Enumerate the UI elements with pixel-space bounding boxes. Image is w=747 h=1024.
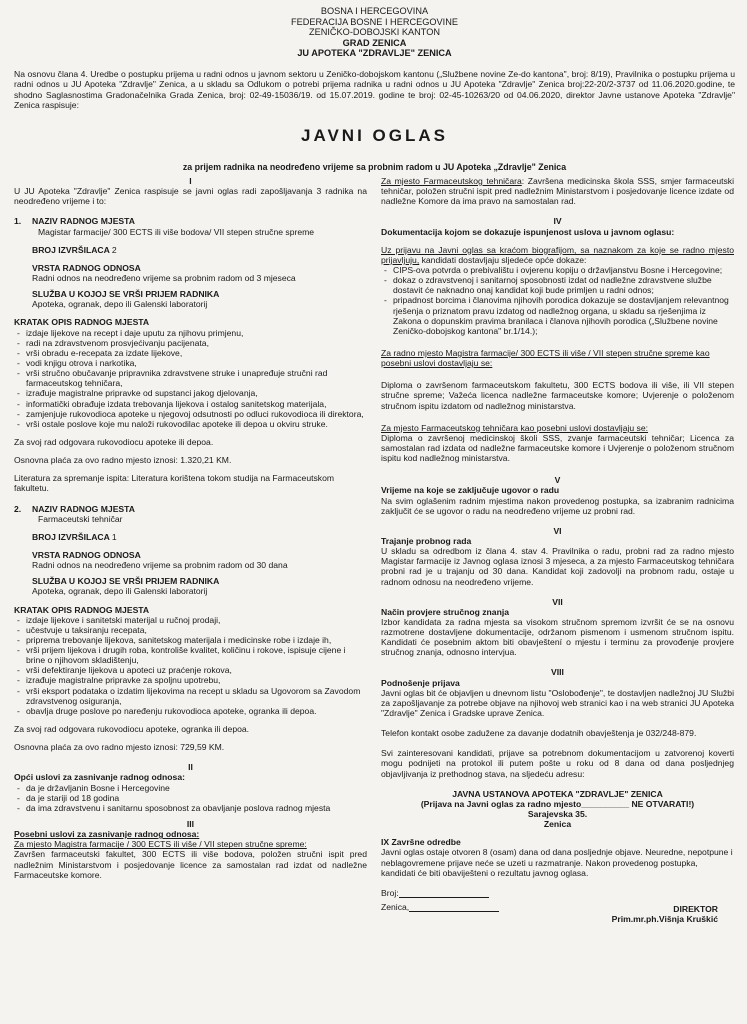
section-text: Na svim oglašenim radnim mjestima nakon provedenog postupka, sa izabranim radnicima zaključit će se ugovor o radu na neodređeno vrijeme uz probni rad.	[381, 495, 734, 516]
section-heading: II	[188, 762, 193, 773]
director-name: Prim.mr.ph.Višnja Kruškić	[611, 914, 718, 925]
job-position-2	[14, 504, 367, 753]
job-type: Radni odnos na neodređeno vrijeme sa probnim radom od 3 mjeseca	[32, 272, 296, 283]
header-federation: FEDERACIJA BOSNE I HERCEGOVINE	[291, 16, 458, 27]
job-type-label: VRSTA RADNOG ODNOSA	[32, 262, 141, 273]
header-canton: ZENIČKO-DOBOJSKI KANTON	[308, 27, 441, 38]
broj-label: Broj:	[381, 887, 399, 898]
job-count-value: 2	[111, 244, 117, 255]
header-country: BOSNA I HERCEGOVINA	[320, 6, 429, 16]
list-item: - da ima zdravstvenu i sanitarnu sposobnost za obavljanje poslova radnog mjesta	[14, 803, 367, 813]
job-unit: Apoteka, ogranak, depo ili Galenski laboratorij	[32, 586, 208, 597]
tech-conditions-text: : Završena medicinska škola SSS, smjer farmaceutski tehničar, položen stručni ispit pred nadležnim Ministarstvom i posjedovanje licence izdate od nadležne Komore da ima pravo na samostalan rad.	[381, 176, 734, 207]
list-item: - da je stariji od 18 godina	[14, 793, 367, 803]
job-position-1	[14, 216, 367, 493]
documents-intro-underlined: Uz prijavu na Javni oglas sa kraćom biografijom, sa naznakom za koje se radno mjesto prijavljuju,	[381, 244, 734, 265]
section-text: Javni oglas bit će objavljen u dnevnom listu "Oslobođenje", te dostavljen nadležnoj JU Službi za zapošljavanje za potrebe objave na njihovoj web stranici kao i na web stranici JU Apoteka "Zdravlje" Zenica i Gradske uprave Zenica.	[381, 687, 734, 719]
documents-intro-text: kandidati dostavljaju sljedeće opće dokaze:	[419, 254, 587, 265]
section-heading: VII	[552, 596, 563, 607]
list-item: - vrši prijem lijekova i drugih roba, kontroliše kvalitet, količinu i rokove, ispisuje cijene i brine o njihovom skladištenju,	[14, 645, 367, 665]
contact-phone: Telefon kontakt osobe zadužene za davanje dodatnih obavještenja je 032/248-879.	[381, 728, 697, 739]
section-title: Dokumentacija kojom se dokazuje ispunjenost uslova u javnom oglasu:	[381, 226, 675, 237]
job-type-label: VRSTA RADNOG ODNOSA	[32, 549, 141, 560]
list-item: - radi na zdravstvenom prosvjećivanju pacijenata,	[14, 338, 367, 348]
list-item: - pripadnost borcima i članovima njihovih porodica dokazuje se dostavljanjem relevantnog rješenja o priznatom pravu izdatog od nadležnog organa, u skladu sa rješenjima iz Zakona o dopunskim pravima branilaca i članova njihovih porodica („Službene novine Zeničko-dobojskog kantona" br.1/14.);	[381, 295, 734, 336]
section-text: U JU Apoteka "Zdravlje" Zenica raspisuje se javni oglas radi zapošljavanja 3 radnika na neodređeno vrijeme i to:	[14, 186, 367, 207]
section-heading: VIII	[551, 667, 564, 678]
intro-paragraph: Na osnovu člana 4. Uredbe o postupku prijema u radni odnos u javnom sektoru u Zeničko-dobojskom kantonu („Službene novine Ze-do kantona", broj: 8/19), Pravilnika o postupku prijema u radni odnos u JU Apoteka "Zdravlje" Zenica, a u skladu sa Odlukom o potrebi prijema radnika u radni odnos u JU Apoteka "Zdravlje" Zenica broj:22-20/2-3737 od 11.06.2020.godine, te shodno Saglasnostima Gradonačelnika Grada Zenica, broj: 02-49-15036/19. od 15.07.2019. godine te broj: 02-45-10263/20 od 04.06.2020, direktor Javne ustanove Apoteka "Zdravlje" Zenica raspisuje:	[14, 68, 735, 110]
section-title: Vrijeme na koje se zaključuje ugovor o radu	[381, 485, 560, 496]
section-title: Posebni uslovi za zasnivanje radnog odnosa:	[14, 829, 200, 840]
job-number: 1.	[14, 216, 22, 227]
list-item: - dokaz o zdravstvenoj i sanitarnoj sposobnosti izdat od nadležne zdravstvene službe dostavit će naknadno onaj kandidat koji bude primljen u radni odnos;	[381, 275, 734, 295]
left-column	[14, 176, 367, 924]
job-salary: Osnovna plaća za ovo radno mjesto iznosi: 729,59 KM.	[14, 742, 225, 753]
section-title: Način provjere stručnog znanja	[381, 606, 509, 617]
job-title-label: NAZIV RADNOG MJESTA	[32, 503, 135, 514]
list-item: - vodi knjigu otrova i narkotika,	[14, 358, 367, 368]
list-item: - vrši ostale poslove koje mu naloži rukovodilac apoteke ili depoa u okviru struke.	[14, 419, 367, 429]
job-salary: Osnovna plaća za ovo radno mjesto iznosi: 1.320,21 KM.	[14, 455, 232, 466]
address-line: Zenica	[543, 819, 572, 830]
list-item: - izdaje lijekove i sanitetski materijal u ručnoj prodaji,	[14, 615, 367, 625]
submission-text: Svi zainteresovani kandidati, prijave sa potrebnom dokumentacijom u zatvorenoj koverti mogu podnijeti na protokol ili putem pošte u roku od 8 dana od dana posljednjeg objavljivanja iz prethodnog stava, na sljedeću adresu:	[381, 748, 734, 779]
zenica-label: Zenica,	[381, 902, 410, 913]
list-item: - obavlja druge poslove po naređenju rukovodioca apoteke, ogranka ili depoa.	[14, 706, 367, 716]
job-count	[14, 245, 367, 255]
address-line: JAVNA USTANOVA APOTEKA "ZDRAVLJE" ZENICA	[452, 788, 663, 799]
list-item: - učestvuje u taksiranju recepata,	[14, 625, 367, 635]
general-conditions-list	[14, 783, 367, 813]
job-literature: Literatura za spremanje ispita: Literatura korištena tokom studija na Farmaceutskom fakultetu.	[14, 473, 335, 494]
section-text: U skladu sa odredbom iz člana 4. stav 4. Pravilnika o radu, probni rad za radno mjesto Magistar farmacije iz Javnog oglasa iznosi 3 mjeseca, a za mjesto Farmaceutskog tehničara probni rad je u trajanju od 30 dana. Kandidat koji zadovolji na probnom radu, ostaje u radnom odnosu na neodređeno vrijeme.	[381, 546, 734, 587]
zenica-blank	[409, 904, 499, 912]
mag-docs-text: Diploma o završenom farmaceutskom fakultetu, 300 ECTS bodova ili više, ili VII stepen stručne spreme; Važeća licenca nadležne farmaceutske komore; Uvjerenje o položenom stručnom ispitu izdatom od nadležnog ministarstva.	[381, 380, 734, 411]
list-item: - informatički obrađuje izdata trebovanja lijekova i ostalog sanitetskog materijala,	[14, 399, 367, 409]
job-responsibility: Za svoj rad odgovara rukovodiocu apoteke ili depoa.	[14, 436, 214, 447]
section-title: IX Završne odredbe	[381, 837, 461, 848]
section-heading: VI	[553, 525, 562, 536]
director-label: DIREKTOR	[673, 904, 718, 915]
job-unit-label: SLUŽBA U KOJOJ SE VRŠI PRIJEM RADNIKA	[32, 289, 220, 300]
address-line: (Prijava na Javni oglas za radno mjesto__________ NE OTVARATI!)	[420, 798, 695, 809]
header-institution: JU APOTEKA "ZDRAVLJE" ZENICA	[297, 48, 452, 59]
header-city: GRAD ZENICA	[342, 37, 407, 48]
section-heading: V	[554, 475, 561, 486]
duties-list	[14, 328, 367, 429]
duties-list	[14, 615, 367, 716]
list-item: - zamjenjuje rukovodioca apoteke u njegovoj odsutnosti po odluci rukovodioca ili direktora,	[14, 409, 367, 419]
documents-intro	[381, 245, 734, 265]
list-item: - izrađuje magistralne pripravke za spoljnu upotrebu,	[14, 675, 367, 685]
section-heading: I	[189, 176, 192, 186]
list-item: - vrši defektiranje lijekova u apoteci uz praćenje rokova,	[14, 665, 367, 675]
right-column	[381, 176, 734, 924]
job-count-label: BROJ IZVRŠILACA	[32, 531, 110, 542]
address-line: Sarajevska 35.	[527, 809, 588, 820]
job-count	[14, 532, 367, 542]
section-subtitle: Za mjesto Magistra farmacije / 300 ECTS ili više / VII stepen stručne spreme:	[14, 839, 307, 850]
section-text: Javni oglas ostaje otvoren 8 (osam) dana od dana posljednje objave. Neuredne, nepotpune i neblagovremene prijave neće se uzeti u razmatranje. Nakon provedenog postupka, kandidati će biti obaviješteni o rezultatu javnog oglasa.	[381, 847, 733, 878]
section-title: Opći uslovi za zasnivanje radnog odnosa:	[14, 772, 185, 783]
address-block	[381, 789, 734, 830]
job-count-value: 1	[111, 531, 117, 542]
document-title: JAVNI OGLAS	[301, 126, 448, 146]
list-item: - izdaje lijekove na recept i daje uputu za njihovu primjenu,	[14, 328, 367, 338]
tech-conditions-label: Za mjesto Farmaceutskog tehničara	[381, 176, 522, 186]
broj-line	[381, 888, 734, 898]
list-item: - priprema trebovanje lijekova, sanitetskog materijala i medicinske robe i izdaje ih,	[14, 635, 367, 645]
section-title: Trajanje probnog rada	[381, 535, 472, 546]
tech-docs-label: Za mjesto Farmaceutskog tehničara kao posebni uslovi dostavljaju se:	[381, 422, 649, 433]
list-item: - vrši stručno obučavanje pripravnika zdravstvene struke i unapređuje stručni rad farmaceutskog tehničara,	[14, 368, 367, 388]
tech-conditions	[381, 176, 734, 206]
job-unit: Apoteka, ogranak, depo ili Galenski laboratorij	[32, 299, 208, 310]
section-title: Podnošenje prijava	[381, 677, 460, 688]
mag-docs-label: Za radno mjesto Magistra farmacije/ 300 ECTS ili više / VII stepen stručne spreme kao posebni uslovi dostavljaju se:	[381, 347, 710, 369]
job-type: Radni odnos na neodređeno vrijeme sa probnim radom od 30 dana	[32, 560, 288, 571]
section-heading: III	[186, 819, 195, 830]
job-unit-label: SLUŽBA U KOJOJ SE VRŠI PRIJEM RADNIKA	[32, 576, 220, 587]
section-text: Završen farmaceutski fakultet, 300 ECTS ili više bodova, položen stručni ispit pred nadležnim Ministarstvom i posjedovanje licence za samostalan rad izdat od nadležne Farmaceutske komore.	[14, 849, 367, 880]
section-text: Izbor kandidata za radna mjesta sa visokom stručnom spremom izvršit će se na osnovu razmotrene dostavljene dokumentacije, održanom pismenom i usmenom stručnom ispitu. Kandidati će posebnim aktom biti obavještení o mjestu i terminu za provođenje provjere stručnog znanja, odnosno intervjua.	[381, 616, 734, 658]
list-item: - izrađuje magistralne pripravke od supstanci jakog djelovanja,	[14, 388, 367, 398]
job-number: 2.	[14, 503, 22, 514]
content-columns	[14, 176, 735, 924]
job-responsibility: Za svoj rad odgovara rukovodiocu apoteke, ogranka ili depoa.	[14, 724, 250, 735]
job-desc-label: KRATAK OPIS RADNOG MJESTA	[14, 604, 150, 615]
job-title: Farmaceutski tehničar	[38, 513, 123, 524]
document-header	[14, 6, 735, 59]
job-count-label: BROJ IZVRŠILACA	[32, 244, 110, 255]
job-title-label: NAZIV RADNOG MJESTA	[32, 216, 135, 227]
list-item: - vrši obradu e-recepata za izdate lijekove,	[14, 348, 367, 358]
broj-blank	[399, 890, 489, 898]
job-desc-label: KRATAK OPIS RADNOG MJESTA	[14, 317, 150, 328]
tech-docs-text: Diploma o završenoj medicinskoj školi SSS, zvanje farmaceutski tehničar; Licenca za samostalan rad izdata od nadležne farmaceutske komore i Uvjerenje o položenom stručnom ispitu kod nadležnog ministarstva.	[381, 432, 734, 464]
list-item: - vrši eksport podataka o izdatim lijekovima na recept u skladu sa Ugovorom sa Zavodom zdravstvenog osiguranja,	[14, 686, 367, 706]
list-item: - da je državljanin Bosne i Hercegovine	[14, 783, 367, 793]
document-subtitle: za prijem radnika na neodređeno vrijeme sa probnim radom u JU Apoteka „Zdravlje" Zenica	[182, 162, 567, 173]
documents-list	[381, 265, 734, 336]
job-title: Magistar farmacije/ 300 ECTS ili više bodova/ VII stepen stručne spreme	[38, 226, 315, 237]
list-item: - CIPS-ova potvrda o prebivalištu i ovjerenu kopiju o državljanstvu Bosne i Hercegovine;	[381, 265, 734, 275]
section-heading: IV	[553, 216, 562, 227]
